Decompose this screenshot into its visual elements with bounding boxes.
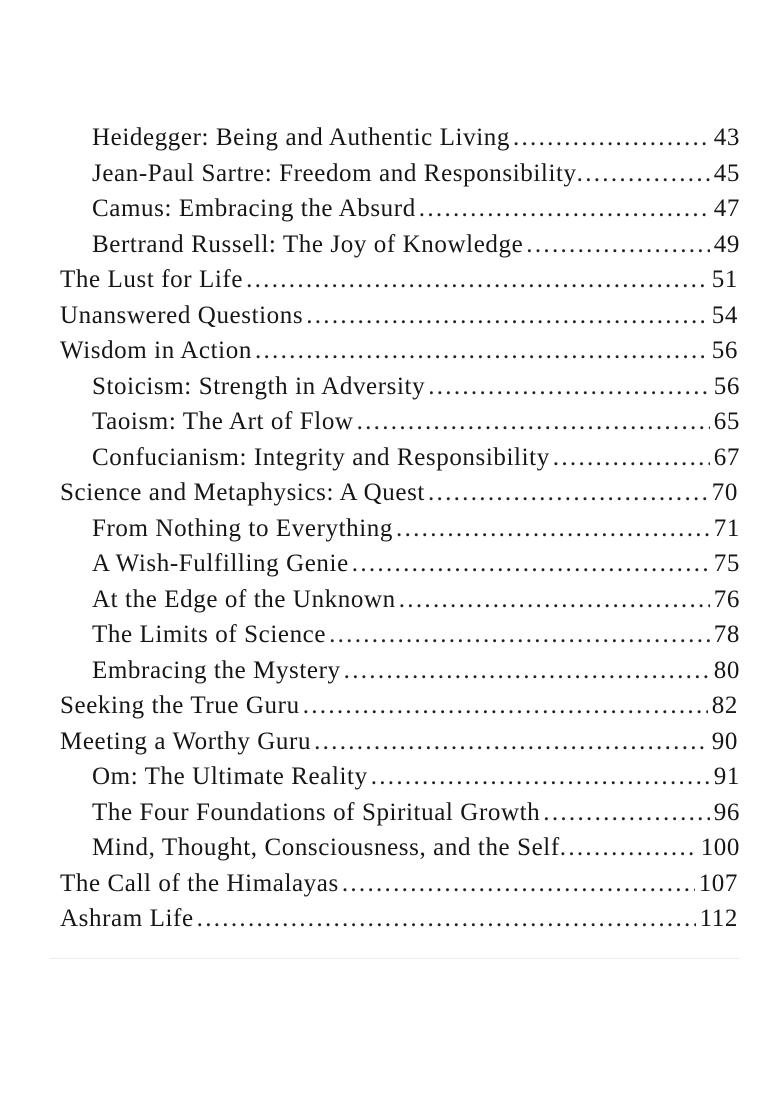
toc-entry-title: Meeting a Worthy Guru [60, 727, 312, 755]
toc-entry-page: 45 [713, 159, 740, 187]
toc-entry-page: 112 [699, 905, 738, 932]
toc-entry-page: 65 [713, 408, 740, 435]
dot-leader [329, 621, 710, 649]
toc-entry [0, 763, 780, 799]
toc-entry [0, 799, 780, 835]
toc-entry [0, 621, 780, 657]
toc-entry-page: 56 [711, 337, 738, 364]
dot-leader [396, 515, 710, 543]
toc-entry-page: 78 [713, 621, 740, 648]
toc-entry [0, 266, 780, 302]
dot-leader [314, 728, 708, 756]
toc-entry-page: 100 [700, 834, 740, 861]
dot-leader [306, 302, 708, 330]
toc-entry-title: Stoicism: Strength in Adversity [92, 372, 426, 400]
toc-entry-title: A Wish-Fulfilling Genie [92, 550, 349, 577]
dot-leader [246, 266, 708, 294]
toc-entry-page: 107 [698, 869, 738, 897]
toc-entry-title: Om: The Ultimate Reality [92, 763, 368, 790]
toc-entry [0, 195, 780, 231]
toc-entry-page: 70 [711, 479, 738, 506]
toc-entry-page: 49 [713, 230, 740, 258]
toc-entry-title: Seeking the True Guru [60, 692, 300, 719]
toc-entry [0, 160, 780, 196]
toc-entry [0, 124, 780, 160]
toc-entry [0, 231, 780, 267]
dot-leader [342, 870, 695, 898]
toc-entry-page: 47 [713, 195, 740, 222]
toc-entry [0, 870, 780, 906]
toc-entry [0, 728, 780, 764]
toc-entry-title: Mind, Thought, Consciousness, and the Self [92, 834, 560, 861]
toc-entry-page: 43 [713, 124, 740, 151]
toc-entry-title: Camus: Embracing the Absurd [92, 195, 416, 222]
toc-entry-page: 54 [711, 301, 738, 329]
toc-entry-title: Ashram Life [60, 905, 194, 932]
dot-leader [352, 550, 710, 578]
toc-entry [0, 692, 780, 728]
toc-entry [0, 337, 780, 373]
toc-entry-title: Science and Metaphysics: A Quest [60, 479, 425, 506]
toc-entry-title: The Four Foundations of Spiritual Growth [92, 798, 541, 826]
dot-leader [357, 408, 710, 436]
dot-leader [255, 337, 708, 365]
toc-entry-page: 91 [713, 763, 740, 790]
toc-entry [0, 444, 780, 480]
dot-leader [526, 231, 710, 259]
toc-entry-title: Bertrand Russell: The Joy of Knowledge [92, 230, 524, 258]
toc-entry-page: 51 [711, 266, 738, 293]
toc-entry-page: 96 [713, 798, 740, 826]
toc-entry-page: 67 [713, 443, 740, 471]
toc-entry-page: 80 [713, 656, 740, 684]
toc-entry-title: Taoism: The Art of Flow [92, 408, 354, 435]
toc-entry [0, 834, 780, 870]
dot-leader [577, 160, 710, 188]
toc-entry-title: The Lust for Life [60, 266, 244, 293]
toc-entry-title: Embracing the Mystery [92, 656, 341, 684]
page-edge-shadow [50, 958, 740, 959]
toc-entry [0, 657, 780, 693]
dot-leader [543, 799, 710, 827]
toc-entry-page: 71 [713, 514, 740, 542]
dot-leader [428, 479, 708, 507]
dot-leader [553, 444, 710, 472]
dot-leader [371, 763, 710, 791]
toc-entry [0, 479, 780, 515]
toc-entry-title: Wisdom in Action [60, 337, 252, 364]
table-of-contents [0, 124, 780, 941]
toc-entry-title: The Call of the Himalayas [60, 869, 339, 897]
dot-leader [419, 195, 710, 223]
dot-leader [513, 124, 710, 152]
toc-entry-title: The Limits of Science [92, 621, 327, 648]
toc-entry [0, 408, 780, 444]
toc-entry-title: Jean-Paul Sartre: Freedom and Responsibility [92, 159, 577, 187]
toc-entry [0, 373, 780, 409]
toc-entry-title: At the Edge of the Unknown [92, 585, 396, 613]
toc-entry-page: 75 [713, 550, 740, 577]
toc-entry-title: Heidegger: Being and Authentic Living [92, 124, 510, 151]
dot-leader [560, 834, 697, 862]
toc-entry-page: 56 [713, 372, 740, 400]
toc-entry-title: From Nothing to Everything [92, 514, 394, 542]
toc-entry-page: 76 [713, 585, 740, 613]
toc-entry [0, 550, 780, 586]
toc-entry [0, 302, 780, 338]
toc-entry-page: 90 [711, 727, 738, 755]
dot-leader [428, 373, 710, 401]
dot-leader [197, 905, 696, 933]
dot-leader [344, 657, 710, 685]
toc-entry-title: Unanswered Questions [60, 301, 304, 329]
toc-entry-title: Confucianism: Integrity and Responsibility [92, 443, 550, 471]
toc-entry [0, 905, 780, 941]
toc-entry [0, 515, 780, 551]
toc-entry-page: 82 [711, 692, 738, 719]
dot-leader [303, 692, 708, 720]
dot-leader [399, 586, 710, 614]
toc-entry [0, 586, 780, 622]
